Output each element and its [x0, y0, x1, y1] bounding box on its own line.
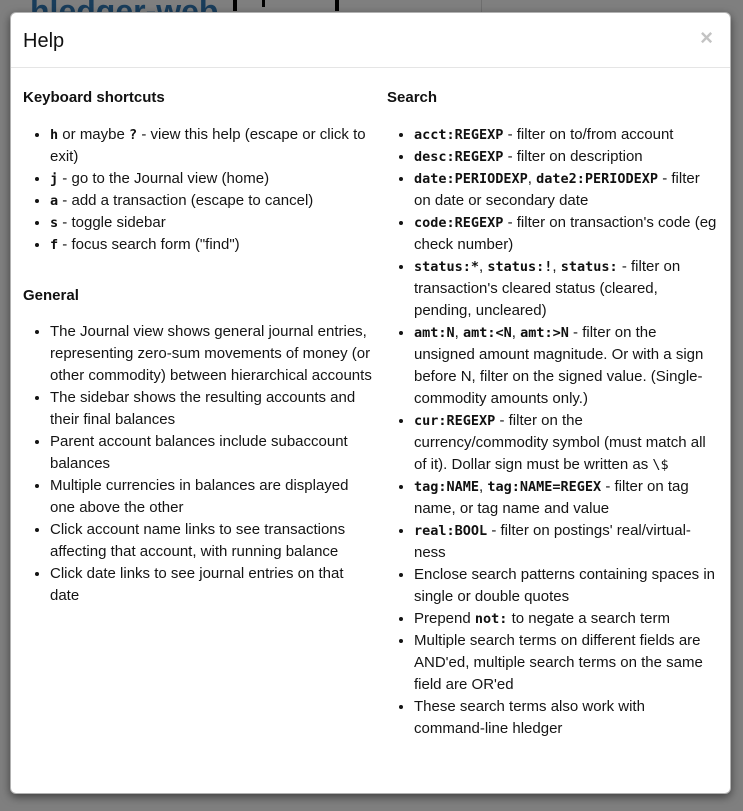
- code-segment: status:: [560, 258, 618, 275]
- help-section: [387, 88, 719, 740]
- section-heading: Keyboard shortcuts: [23, 89, 165, 106]
- help-column-right: [387, 88, 719, 740]
- modal-header: [11, 13, 730, 68]
- list-item: [414, 410, 719, 476]
- code-segment: amt:>N: [520, 324, 569, 341]
- text-segment: - toggle sidebar: [58, 213, 166, 231]
- text-segment: ,: [454, 323, 463, 341]
- code-segment: code:REGEXP: [414, 214, 504, 231]
- list-item: [414, 322, 719, 410]
- list-item: [414, 146, 719, 168]
- code-segment: amt:N: [414, 324, 455, 341]
- text-segment: to negate a search term: [507, 609, 670, 627]
- code-segment: h: [50, 126, 59, 143]
- help-list: [387, 124, 719, 740]
- list-item: [50, 475, 375, 519]
- code-segment: status:!: [487, 258, 553, 275]
- help-section: [23, 88, 375, 256]
- code-segment: real:BOOL: [414, 522, 488, 539]
- text-segment: Multiple currencies in balances are displayed one above the other: [50, 477, 349, 516]
- text-segment: - filter on tag name, or tag name and value: [414, 477, 689, 517]
- modal-title: Help: [23, 30, 65, 52]
- code-segment: \$: [652, 456, 669, 473]
- code-segment: date2:PERIODEXP: [536, 170, 659, 187]
- text-segment: ,: [479, 477, 488, 495]
- list-item: [414, 212, 719, 256]
- text-segment: Click date links to see journal entries on that date: [50, 565, 344, 604]
- code-segment: s: [50, 214, 59, 231]
- text-segment: The sidebar shows the resulting accounts and their final balances: [50, 389, 356, 428]
- code-segment: acct:REGEXP: [414, 126, 504, 143]
- close-icon[interactable]: ×: [696, 23, 717, 53]
- text-segment: Multiple search terms on different fields are AND'ed, multiple search terms on the same field are OR'ed: [414, 631, 703, 693]
- help-list: [23, 321, 375, 607]
- code-segment: amt:<N: [462, 324, 512, 341]
- text-segment: - filter on date or secondary date: [414, 169, 700, 209]
- text-segment: ,: [527, 169, 537, 187]
- text-segment: ,: [552, 257, 561, 275]
- help-list: [23, 124, 375, 256]
- list-item: [50, 190, 375, 212]
- list-item: [50, 234, 375, 256]
- text-segment: These search terms also work with command-line hledger: [414, 697, 645, 737]
- list-item: [50, 563, 375, 607]
- text-segment: ,: [479, 257, 488, 275]
- list-item: [414, 564, 719, 608]
- code-segment: j: [50, 170, 59, 187]
- text-segment: - filter on postings' real/virtual-ness: [414, 521, 691, 561]
- text-segment: - filter on to/from account: [503, 125, 674, 143]
- list-item: [414, 476, 719, 520]
- code-segment: f: [50, 236, 59, 253]
- text-segment: Prepend: [414, 609, 475, 627]
- code-segment: a: [50, 192, 59, 209]
- text-segment: - filter on description: [503, 147, 643, 165]
- code-segment: tag:NAME=REGEX: [487, 478, 602, 495]
- list-item: [50, 124, 375, 168]
- text-segment: The Journal view shows general journal entries, representing zero-sum movements of money (or other commodity) between hierarchical accounts: [50, 323, 372, 384]
- modal-body: [11, 68, 730, 760]
- list-item: [50, 321, 375, 387]
- text-segment: - view this help (escape or click to exit): [50, 125, 366, 165]
- help-section: [23, 286, 375, 608]
- section-heading: General: [23, 286, 79, 304]
- code-segment: cur:REGEXP: [414, 412, 496, 429]
- list-item: [414, 168, 719, 212]
- text-segment: Parent account balances include subaccount balances: [50, 433, 348, 472]
- code-segment: tag:NAME: [414, 478, 480, 495]
- text-segment: or maybe: [58, 125, 130, 143]
- section-heading: Search: [387, 89, 438, 106]
- text-segment: - filter on transaction's cleared status (cleared, pending, uncleared): [414, 257, 681, 319]
- text-segment: - filter on the currency/commodity symbol (must match all of it). Dollar sign must be written as: [414, 411, 706, 473]
- list-item: [50, 387, 375, 431]
- list-item: [50, 431, 375, 475]
- list-item: [414, 630, 719, 696]
- text-segment: - focus search form ("find"): [58, 235, 240, 253]
- text-segment: Enclose search patterns containing spaces in single or double quotes: [414, 565, 716, 605]
- text-segment: - add a transaction (escape to cancel): [58, 191, 314, 209]
- list-item: [414, 256, 719, 322]
- text-segment: - filter on the unsigned amount magnitude. Or with a sign before N, filter on the signed value. (Single-commodity amounts only.): [414, 323, 704, 407]
- code-segment: ?: [129, 126, 138, 143]
- list-item: [50, 212, 375, 234]
- code-segment: status:*: [414, 258, 480, 275]
- code-segment: desc:REGEXP: [414, 148, 504, 165]
- text-segment: - go to the Journal view (home): [58, 169, 270, 187]
- list-item: [414, 124, 719, 146]
- list-item: [414, 520, 719, 564]
- text-segment: Click account name links to see transactions affecting that account, with running balance: [50, 521, 346, 560]
- help-column-left: [23, 88, 375, 740]
- text-segment: - filter on transaction's code (eg check number): [414, 213, 717, 253]
- list-item: [50, 519, 375, 563]
- list-item: [414, 696, 719, 740]
- list-item: [414, 608, 719, 630]
- list-item: [50, 168, 375, 190]
- help-modal: [10, 12, 731, 794]
- text-segment: ,: [511, 323, 521, 341]
- code-segment: not:: [474, 610, 508, 627]
- code-segment: date:PERIODEXP: [414, 170, 528, 187]
